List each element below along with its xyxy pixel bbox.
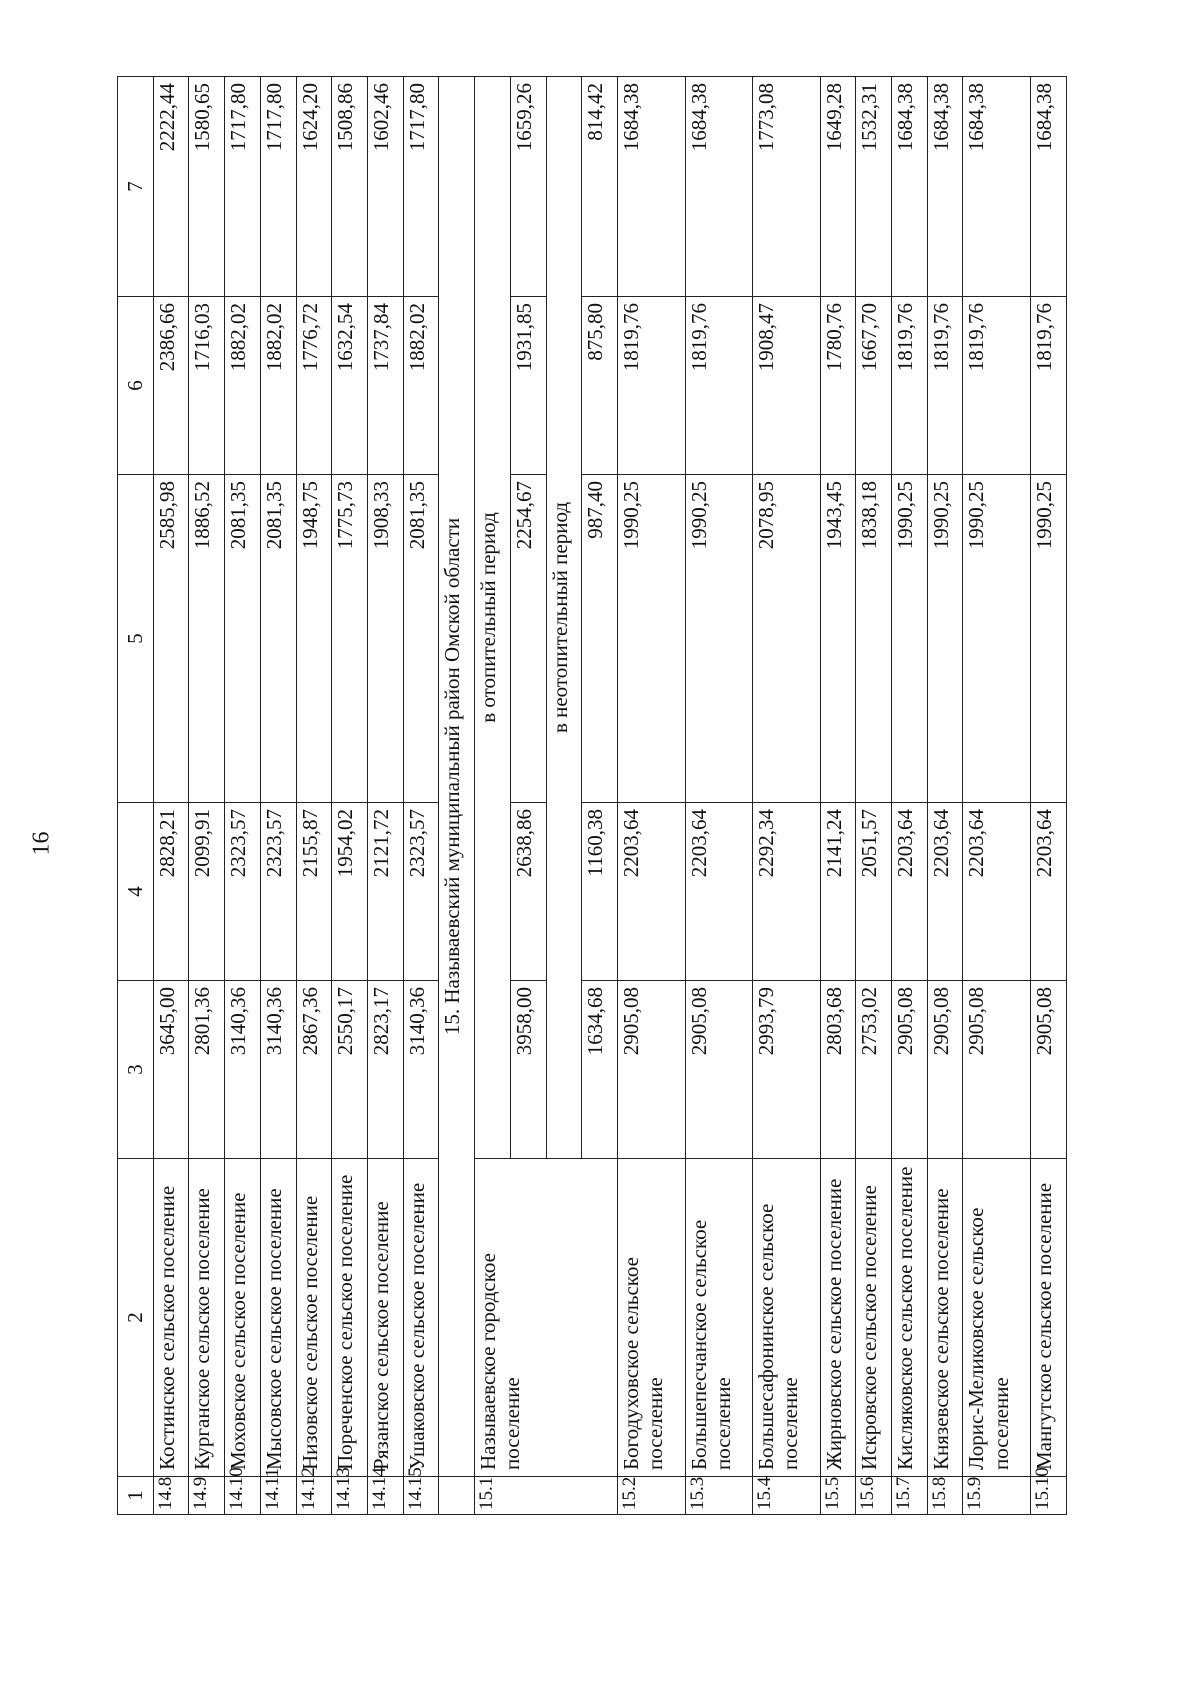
header-cell-5: 5	[118, 475, 154, 803]
section-title: 15. Называевский муниципальный район Омской области	[439, 77, 475, 1477]
value-col-4: 2203,64	[892, 803, 928, 981]
value-col-4: 2121,72	[368, 803, 404, 981]
value-col-4: 1160,38	[582, 803, 618, 981]
table-row	[753, 77, 821, 1515]
row-number: 15.5	[820, 1477, 856, 1515]
table-row	[856, 77, 892, 1515]
value-col-7: 1684,38	[618, 77, 686, 297]
value-col-6: 1819,76	[618, 297, 686, 475]
tariff-table	[117, 76, 1067, 1515]
value-col-5: 1990,25	[618, 475, 686, 803]
value-col-6: 1882,02	[403, 297, 439, 475]
settlement-name: Рязанское сельское поселение	[368, 1159, 404, 1477]
value-col-5: 1990,25	[892, 475, 928, 803]
period-label-nonheating: в неотопительный период	[546, 77, 582, 1159]
table-row	[927, 77, 963, 1515]
row-number: 15.8	[927, 1477, 963, 1515]
value-col-3: 2905,08	[963, 981, 1031, 1159]
value-col-6: 1882,02	[260, 297, 296, 475]
settlement-name: Большепесчанское сельское поселение	[685, 1159, 753, 1477]
section-empty-cell	[439, 1477, 475, 1515]
value-col-3: 2753,02	[856, 981, 892, 1159]
value-col-7: 1580,65	[189, 77, 225, 297]
value-col-7: 1773,08	[753, 77, 821, 297]
value-col-4: 2203,64	[1031, 803, 1067, 981]
value-col-3: 2993,79	[753, 981, 821, 1159]
settlement-name: Кисляковское сельское поселение	[892, 1159, 928, 1477]
table-row	[332, 77, 368, 1515]
value-col-5: 2081,35	[403, 475, 439, 803]
table-row	[153, 77, 189, 1515]
value-col-6: 875,80	[582, 297, 618, 475]
value-col-5: 1943,45	[820, 475, 856, 803]
value-col-3: 3645,00	[153, 981, 189, 1159]
settlement-name: Мангутское сельское поселение	[1031, 1159, 1067, 1477]
table-row	[685, 77, 753, 1515]
row-number: 15.9	[963, 1477, 1031, 1515]
table-row	[618, 77, 686, 1515]
row-number: 14.12	[296, 1477, 332, 1515]
settlement-name: Называевское городское поселение	[475, 1159, 618, 1477]
section-title-row	[439, 77, 475, 1515]
settlement-name: Большесафонинское сельское поселение	[753, 1159, 821, 1477]
settlement-name: Курганское сельское поселение	[189, 1159, 225, 1477]
value-col-6: 1819,76	[685, 297, 753, 475]
value-col-7: 1684,38	[963, 77, 1031, 297]
settlement-name: Лорис-Меликовское сельское поселение	[963, 1159, 1031, 1477]
settlement-name: Моховское сельское поселение	[225, 1159, 261, 1477]
value-col-3: 2905,08	[618, 981, 686, 1159]
value-col-7: 1602,46	[368, 77, 404, 297]
table-row	[820, 77, 856, 1515]
value-col-3: 2803,68	[820, 981, 856, 1159]
value-col-7: 1659,26	[510, 77, 546, 297]
value-col-7: 1532,31	[856, 77, 892, 297]
header-row	[118, 77, 154, 1515]
value-col-3: 2823,17	[368, 981, 404, 1159]
row-number: 15.1	[475, 1477, 618, 1515]
header-cell-6: 6	[118, 297, 154, 475]
header-cell-7: 7	[118, 77, 154, 297]
settlement-name: Костинское сельское поселение	[153, 1159, 189, 1477]
value-col-6: 1632,54	[332, 297, 368, 475]
value-col-4: 2141,24	[820, 803, 856, 981]
value-col-3: 2905,08	[685, 981, 753, 1159]
settlement-name: Мысовское сельское поселение	[260, 1159, 296, 1477]
value-col-4: 2323,57	[225, 803, 261, 981]
settlement-name: Богодуховское сельское поселение	[618, 1159, 686, 1477]
value-col-3: 3958,00	[510, 981, 546, 1159]
value-col-4: 2323,57	[403, 803, 439, 981]
table-row	[189, 77, 225, 1515]
value-col-3: 2867,36	[296, 981, 332, 1159]
value-col-7: 1684,38	[927, 77, 963, 297]
value-col-4: 2203,64	[685, 803, 753, 981]
value-col-7: 1717,80	[260, 77, 296, 297]
value-col-5: 1990,25	[685, 475, 753, 803]
value-col-4: 1954,02	[332, 803, 368, 981]
row-number: 15.10	[1031, 1477, 1067, 1515]
value-col-6: 1908,47	[753, 297, 821, 475]
value-col-5: 1990,25	[1031, 475, 1067, 803]
value-col-7: 1624,20	[296, 77, 332, 297]
header-cell-4: 4	[118, 803, 154, 981]
value-col-5: 1886,52	[189, 475, 225, 803]
settlement-name: Ушаковское сельское поселение	[403, 1159, 439, 1477]
value-col-5: 2078,95	[753, 475, 821, 803]
value-col-5: 1838,18	[856, 475, 892, 803]
table-body	[118, 77, 1067, 1515]
value-col-4: 2155,87	[296, 803, 332, 981]
value-col-6: 1737,84	[368, 297, 404, 475]
row-number: 14.8	[153, 1477, 189, 1515]
value-col-3: 2905,08	[1031, 981, 1067, 1159]
row-number: 15.3	[685, 1477, 753, 1515]
table-row	[892, 77, 928, 1515]
value-col-5: 2081,35	[260, 475, 296, 803]
value-col-4: 2323,57	[260, 803, 296, 981]
settlement-name: Князевское сельское поселение	[927, 1159, 963, 1477]
table-row	[225, 77, 261, 1515]
value-col-5: 1775,73	[332, 475, 368, 803]
row-number: 15.4	[753, 1477, 821, 1515]
value-col-3: 1634,68	[582, 981, 618, 1159]
value-col-3: 2801,36	[189, 981, 225, 1159]
row-number: 14.13	[332, 1477, 368, 1515]
settlement-name: Пореченское сельское поселение	[332, 1159, 368, 1477]
value-col-6: 1819,76	[892, 297, 928, 475]
table-row	[296, 77, 332, 1515]
value-col-7: 814,42	[582, 77, 618, 297]
value-col-6: 1931,85	[510, 297, 546, 475]
value-col-7: 1684,38	[1031, 77, 1067, 297]
value-col-5: 2081,35	[225, 475, 261, 803]
period-label-heating: в отопительный период	[475, 77, 511, 1159]
value-col-6: 1780,76	[820, 297, 856, 475]
value-col-3: 2905,08	[927, 981, 963, 1159]
value-col-6: 1819,76	[927, 297, 963, 475]
value-col-6: 1716,03	[189, 297, 225, 475]
table-row	[403, 77, 439, 1515]
value-col-6: 1819,76	[963, 297, 1031, 475]
header-cell-1: 1	[118, 1477, 154, 1515]
table-row	[368, 77, 404, 1515]
value-col-5: 1990,25	[963, 475, 1031, 803]
value-col-3: 2550,17	[332, 981, 368, 1159]
header-cell-2: 2	[118, 1159, 154, 1477]
value-col-7: 1717,80	[225, 77, 261, 297]
value-col-4: 2292,34	[753, 803, 821, 981]
value-col-4: 2203,64	[618, 803, 686, 981]
value-col-7: 1649,28	[820, 77, 856, 297]
value-col-5: 2254,67	[510, 475, 546, 803]
value-col-5: 1908,33	[368, 475, 404, 803]
value-col-5: 1990,25	[927, 475, 963, 803]
rotated-table-container	[117, 77, 1067, 1515]
value-col-3: 3140,36	[260, 981, 296, 1159]
settlement-name: Жирновское сельское поселение	[820, 1159, 856, 1477]
value-col-4: 2828,21	[153, 803, 189, 981]
value-col-4: 2203,64	[963, 803, 1031, 981]
value-col-7: 1684,38	[685, 77, 753, 297]
value-col-4: 2638,86	[510, 803, 546, 981]
row-number: 14.10	[225, 1477, 261, 1515]
table-row	[260, 77, 296, 1515]
value-col-3: 2905,08	[892, 981, 928, 1159]
row-number: 15.2	[618, 1477, 686, 1515]
value-col-4: 2099,91	[189, 803, 225, 981]
value-col-6: 1776,72	[296, 297, 332, 475]
settlement-name: Низовское сельское поселение	[296, 1159, 332, 1477]
value-col-7: 1684,38	[892, 77, 928, 297]
value-col-6: 1819,76	[1031, 297, 1067, 475]
value-col-6: 1667,70	[856, 297, 892, 475]
value-col-5: 2585,98	[153, 475, 189, 803]
value-col-4: 2051,57	[856, 803, 892, 981]
row-number: 15.7	[892, 1477, 928, 1515]
row-number: 14.15	[403, 1477, 439, 1515]
table-row	[1031, 77, 1067, 1515]
settlement-name: Искровское сельское поселение	[856, 1159, 892, 1477]
row-number: 14.11	[260, 1477, 296, 1515]
row-number: 14.9	[189, 1477, 225, 1515]
value-col-5: 1948,75	[296, 475, 332, 803]
table-row	[963, 77, 1031, 1515]
value-col-7: 1508,86	[332, 77, 368, 297]
value-col-3: 3140,36	[403, 981, 439, 1159]
row-number: 14.14	[368, 1477, 404, 1515]
value-col-5: 987,40	[582, 475, 618, 803]
value-col-7: 1717,80	[403, 77, 439, 297]
value-col-7: 2222,44	[153, 77, 189, 297]
row-15-1-label-heating	[475, 77, 511, 1515]
value-col-3: 3140,36	[225, 981, 261, 1159]
header-cell-3: 3	[118, 981, 154, 1159]
value-col-4: 2203,64	[927, 803, 963, 981]
row-number: 15.6	[856, 1477, 892, 1515]
value-col-6: 1882,02	[225, 297, 261, 475]
page-number: 16	[28, 831, 55, 856]
value-col-6: 2386,66	[153, 297, 189, 475]
